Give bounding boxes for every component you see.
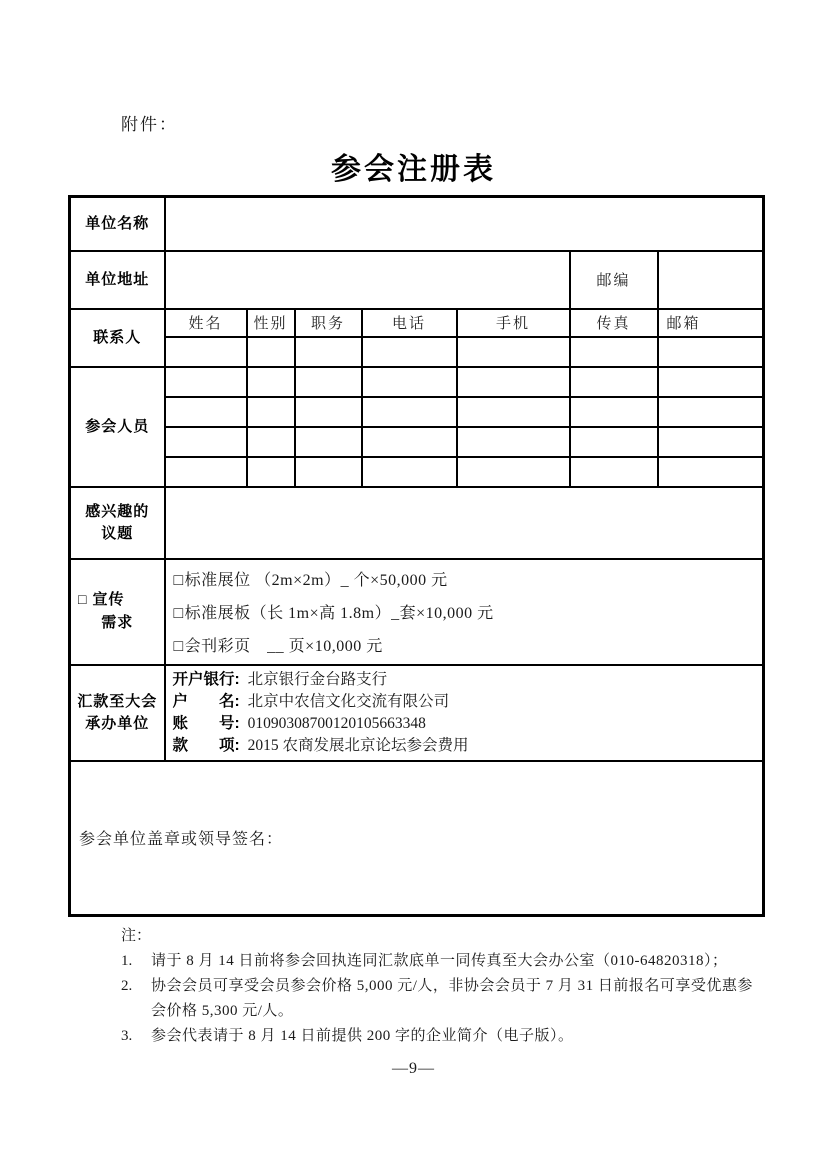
participant-cell xyxy=(362,397,457,427)
registration-table xyxy=(68,195,765,917)
participant-cell xyxy=(295,367,362,397)
publicity-row xyxy=(70,559,764,665)
publicity-label xyxy=(70,559,165,665)
remittance-label-line2: 承办单位 xyxy=(85,714,150,732)
publicity-option-panel xyxy=(174,600,763,623)
page-number: —9— xyxy=(392,1060,435,1077)
participant-cell xyxy=(570,457,658,487)
participant-cell xyxy=(457,427,570,457)
bank-name-label: 开户银行: xyxy=(172,670,240,688)
notes-heading: 注： xyxy=(121,928,152,944)
signature-row xyxy=(70,761,764,916)
participant-cell xyxy=(570,427,658,457)
contact-value-cell xyxy=(295,337,362,367)
contact-header-row xyxy=(70,309,764,337)
note-number: 3. xyxy=(121,1028,133,1044)
contact-value-cell xyxy=(165,337,247,367)
participant-cell xyxy=(165,367,247,397)
contact-header-phone: 电话 xyxy=(362,309,457,337)
participant-cell xyxy=(362,457,457,487)
participant-cell xyxy=(362,367,457,397)
participant-cell xyxy=(295,397,362,427)
note-item xyxy=(121,949,781,974)
bank-name-value: 北京银行金台路支行 xyxy=(247,670,388,688)
bank-line xyxy=(173,735,763,757)
signature-cell xyxy=(70,761,764,916)
publicity-label-line1: 宣传 xyxy=(92,591,125,609)
contact-person-label: 联系人 xyxy=(70,309,165,367)
participant-row xyxy=(70,427,764,457)
attachment-label: 附件： xyxy=(121,115,178,134)
contact-value-cell xyxy=(570,337,658,367)
note-number: 2. xyxy=(121,978,133,994)
participant-cell xyxy=(570,367,658,397)
checkbox-icon: □ xyxy=(173,604,184,622)
bank-line xyxy=(173,669,763,691)
note-item xyxy=(121,1024,781,1049)
payment-item-value: 2015 农商发展北京论坛参会费用 xyxy=(247,736,469,754)
bank-line xyxy=(173,713,763,735)
contact-value-cell xyxy=(457,337,570,367)
topics-value-cell xyxy=(165,487,764,559)
publicity-label-line2: 需求 xyxy=(101,613,134,631)
participant-cell xyxy=(658,427,764,457)
topics-label-line1: 感兴趣的 xyxy=(85,502,150,520)
topics-label-line2: 议题 xyxy=(101,524,134,542)
remittance-row xyxy=(70,665,764,761)
checkbox-icon: □ xyxy=(173,638,184,656)
participant-cell xyxy=(457,457,570,487)
participant-cell xyxy=(247,367,295,397)
note-item xyxy=(121,974,781,1024)
contact-header-mobile: 手机 xyxy=(457,309,570,337)
participant-cell xyxy=(247,427,295,457)
publicity-option-journal xyxy=(174,633,763,656)
payment-item-label: 款 项: xyxy=(172,736,240,754)
publicity-option-text: 标准展位 （2m×2m）_ 个×50,000 元 xyxy=(184,571,448,589)
participant-cell xyxy=(295,427,362,457)
page-title: 参会注册表 xyxy=(331,153,496,186)
unit-name-value-cell xyxy=(165,197,764,251)
unit-address-label: 单位地址 xyxy=(70,251,165,309)
checkbox-icon: □ xyxy=(173,571,184,589)
participant-cell xyxy=(165,427,247,457)
participant-cell xyxy=(362,427,457,457)
contact-header-gender: 性别 xyxy=(247,309,295,337)
participant-cell xyxy=(457,367,570,397)
participant-cell xyxy=(247,457,295,487)
unit-name-label: 单位名称 xyxy=(70,197,165,251)
postal-code-value-cell xyxy=(658,251,764,309)
checkbox-icon: □ xyxy=(78,593,87,609)
contact-value-cell xyxy=(247,337,295,367)
contact-value-cell xyxy=(362,337,457,367)
topics-row xyxy=(70,487,764,559)
contact-header-name: 姓名 xyxy=(165,309,247,337)
note-text: 协会会员可享受会员参会价格 5,000 元/人，非协会会员于 7 月 31 日前报名可享受优惠参会价格 5,300 元/人。 xyxy=(151,978,753,1019)
participant-row xyxy=(70,397,764,427)
contact-header-email: 邮箱 xyxy=(658,309,764,337)
contact-value-cell xyxy=(658,337,764,367)
remittance-label-line1: 汇款至大会 xyxy=(77,692,158,710)
publicity-option-text: 会刊彩页 __ 页×10,000 元 xyxy=(184,638,383,656)
topics-label xyxy=(70,487,165,559)
participant-cell xyxy=(658,397,764,427)
postal-code-label: 邮编 xyxy=(570,251,658,309)
publicity-options-cell xyxy=(165,559,764,665)
account-number-label: 账 号: xyxy=(172,714,240,732)
participant-row xyxy=(70,367,764,397)
publicity-option-booth xyxy=(174,567,763,590)
participant-cell xyxy=(165,397,247,427)
participants-label: 参会人员 xyxy=(70,367,165,487)
publicity-option-text: 标准展板（长 1m×高 1.8m）_套×10,000 元 xyxy=(184,604,494,622)
participant-cell xyxy=(570,397,658,427)
participant-cell xyxy=(457,397,570,427)
note-number: 1. xyxy=(121,953,133,969)
participant-cell xyxy=(658,457,764,487)
bank-line xyxy=(173,691,763,713)
unit-address-row xyxy=(70,251,764,309)
participant-cell xyxy=(295,457,362,487)
notes-section xyxy=(121,924,781,1049)
note-text: 请于 8 月 14 日前将参会回执连同汇款底单一同传真至大会办公室（010-64820318）； xyxy=(151,953,728,969)
contact-header-fax: 传真 xyxy=(570,309,658,337)
note-text: 参会代表请于 8 月 14 日前提供 200 字的企业简介（电子版）。 xyxy=(151,1028,574,1044)
remittance-label xyxy=(70,665,165,761)
account-holder-label: 户 名: xyxy=(172,692,240,710)
contact-value-row xyxy=(70,337,764,367)
participant-cell xyxy=(165,457,247,487)
signature-label: 参会单位盖章或领导签名： xyxy=(79,831,284,849)
account-number-value: 01090308700120105663348 xyxy=(247,714,426,732)
participant-cell xyxy=(247,397,295,427)
remittance-details-cell xyxy=(165,665,764,761)
unit-name-row xyxy=(70,197,764,251)
contact-header-position: 职务 xyxy=(295,309,362,337)
participant-row xyxy=(70,457,764,487)
participant-cell xyxy=(658,367,764,397)
account-holder-value: 北京中农信文化交流有限公司 xyxy=(247,692,450,710)
unit-address-value-cell xyxy=(165,251,570,309)
